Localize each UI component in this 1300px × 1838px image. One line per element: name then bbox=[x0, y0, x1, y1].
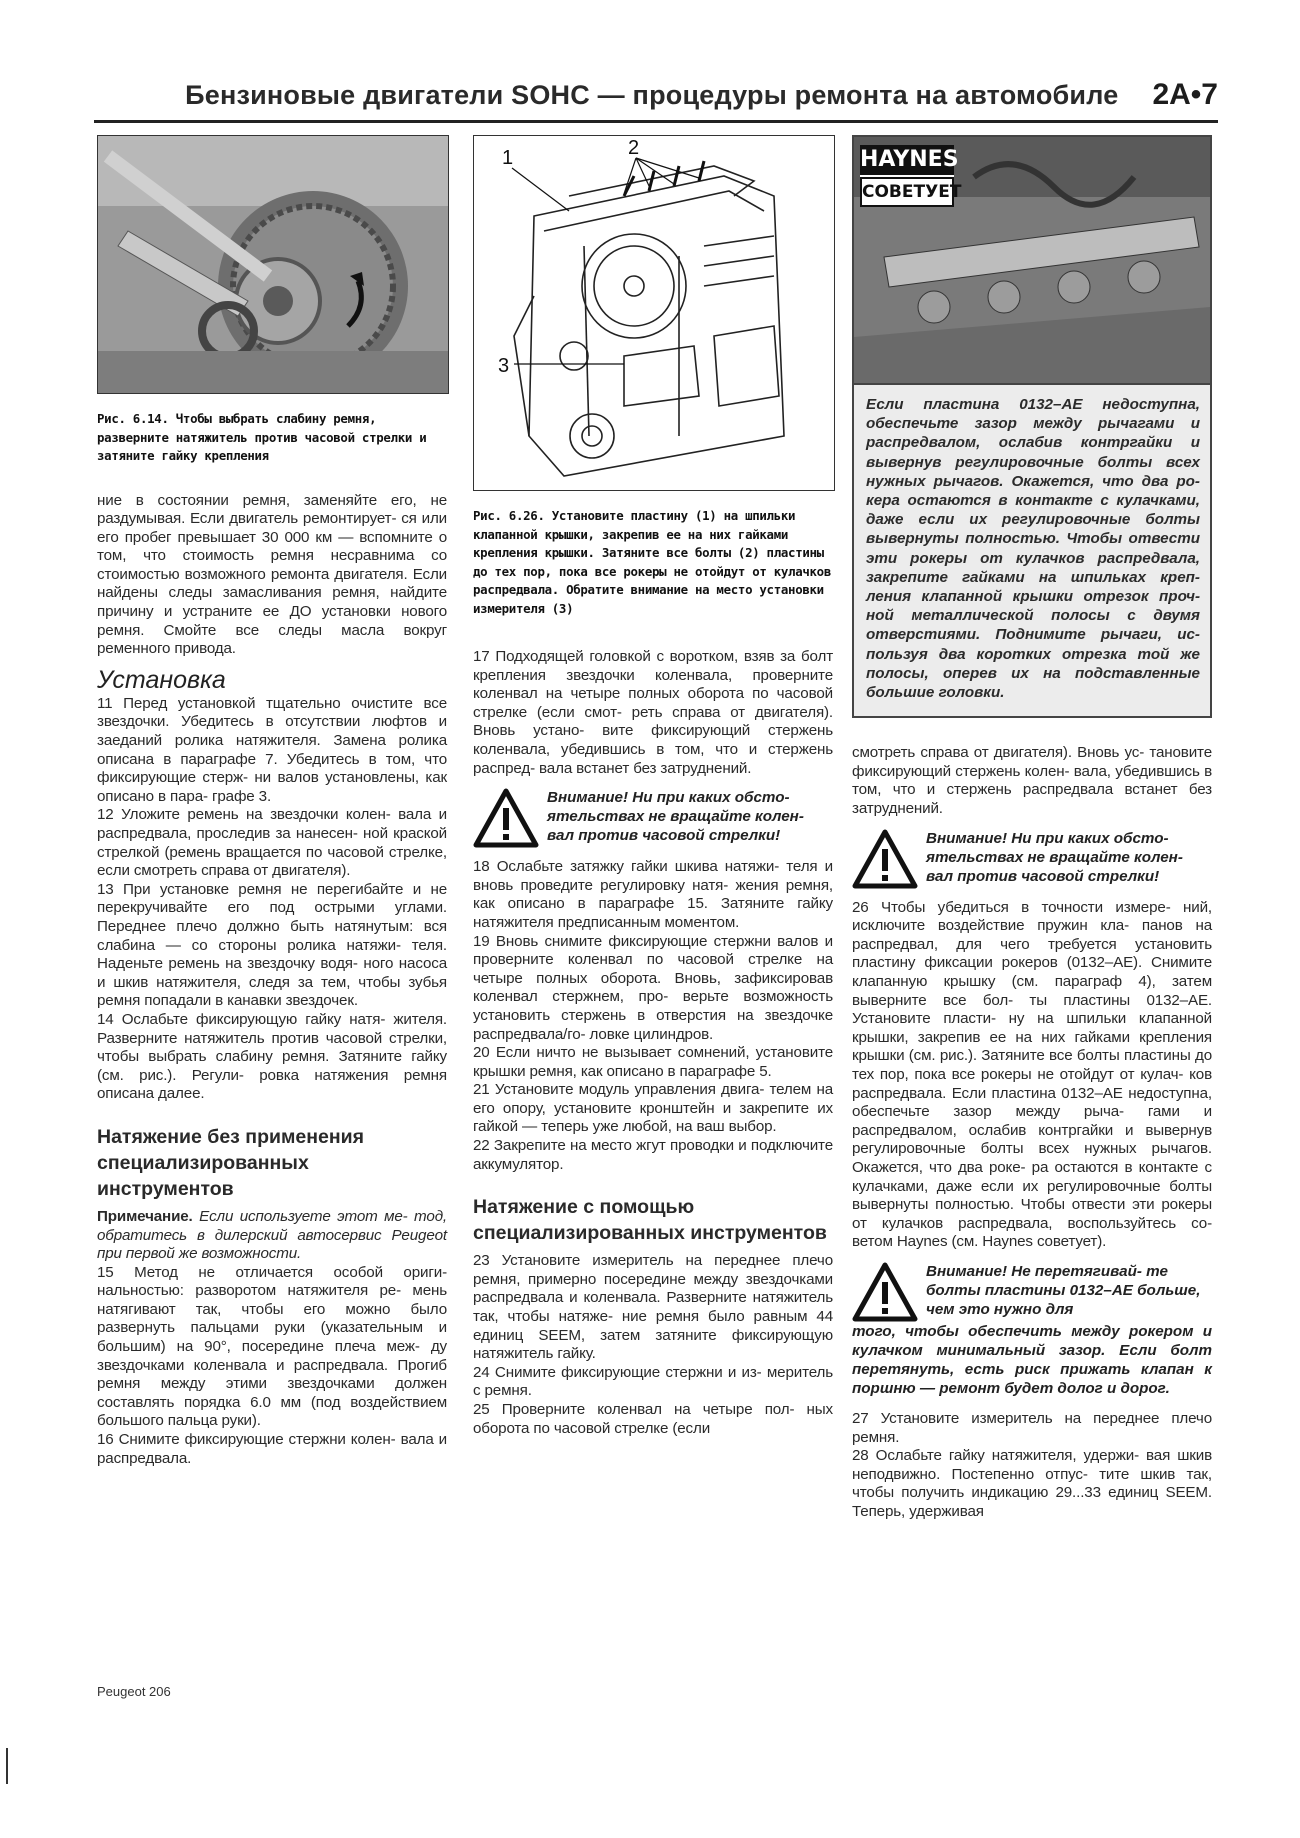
column-2 bbox=[473, 135, 833, 1438]
note-text: Если используете этот ме- тод, обратитесь в дилерский автосервис Peugeot при первой же возможности. bbox=[97, 1207, 448, 1263]
diagram-engine bbox=[473, 135, 835, 491]
paragraph-22: 22 Закрепите на место жгут проводки и подключите аккумулятор. bbox=[473, 1137, 833, 1173]
haynes-badge-title: HAYNES bbox=[860, 145, 954, 177]
haynes-badge bbox=[860, 145, 962, 207]
warning-text-2: Внимание! Ни при каких обсто- ятельствах не вращайте колен- вал против часовой стрелки! bbox=[926, 829, 1183, 885]
paragraph-18: 18 Ослабьте затяжку гайки шкива натяжи- теля и вновь проведите регулировку натя- жения ремня, как описано в параграфе 15. Затяните гайку натяжителя предписанным моментом. bbox=[473, 858, 833, 931]
page-header bbox=[94, 70, 1218, 123]
haynes-badge-subtitle: СОВЕТУЕТ bbox=[860, 177, 954, 207]
paragraph-12: 12 Уложите ремень на звездочки колен- вала и распредвала, проследив за нанесен- ной краской стрелкой (ремень вращается по часовой стрелке, если смотреть справа от двигателя). bbox=[97, 806, 447, 880]
tensioner-photo-illustration bbox=[98, 136, 448, 393]
section-heading-installation: Установка bbox=[97, 665, 226, 694]
warning-box-1 bbox=[473, 788, 833, 848]
note-label: Примечание. bbox=[97, 1207, 193, 1225]
paragraph-26: 26 Чтобы убедиться в точности измере- ний, исключите воздействие пружин кла- панов на распредвал, для чего требуется установить пластину фиксации рокеров (0132–AE). Снимите клапанную крышку (см. параграф 4), затем выверните все бол- ты пластины 0132–AE. Установите пласти- ну на шпильки клапанной крышки, закрепив ее на них гайками крепления крышки (см. рис.). Затяните все болты пластины до тех пор, пока все рокеры не отойдут от кулач- ков распредвала. Если пластина 0132–AE недоступна, обеспечьте зазор между рыча- гами и распредвалом, ослабив контргайки и вывернув регулировочные болты всех нужных рычагов. Окажется, что два роке- ра остаются в контакте с кулачками, даже если их регулировочные болты вывернуты полностью. Чтобы отвести эти рокеры от кулачков распредвала, воспользуйтесь со- ветом Haynes (см. Haynes советует). bbox=[852, 898, 1212, 1251]
paragraph-27: 27 Установите измеритель на переднее плечо ремня. bbox=[852, 1409, 1212, 1446]
paragraph-20: 20 Если ничто не вызывает сомнений, установите крышки ремня, как описано в параграфе 5. bbox=[473, 1044, 833, 1080]
page-number: 2A•7 bbox=[1152, 78, 1218, 111]
warning-text-3-head: Внимание! Не перетягивай- те болты пластины 0132–AE больше, чем это нужно для bbox=[926, 1262, 1201, 1318]
diagram-label-2: 2 bbox=[628, 137, 640, 159]
paragraph-25: 25 Проверните коленвал на четыре пол- ных оборота по часовой стрелке (если bbox=[473, 1401, 833, 1437]
haynes-tip-text: Если пластина 0132–AE недоступна, обеспечьте зазор между рычагами и распредвалом, ослабив контргайки и вывернув регулировочные болты всех нужных рычагов. Окажется, что два ро- кера остаются в контакте с кулачками, даже если их регулировочные болты вывернуты полностью. Чтобы отвести эти рокеры от кулачков распредвала, закрепите гайками на шпильках креп- ления клапанной крышки отрезок проч- ной металлической полосы с двумя отверстиями. Поднимите рычаги, ис- пользуя два коротких отрезка той же полосы, оперев их на подставленные большие головки. bbox=[866, 396, 1200, 702]
page-footer: Peugeot 206 bbox=[97, 1684, 171, 1699]
paragraph-13: 13 При установке ремня не перегибайте и не перекручивайте его под острыми углами. Переднее плечо должно быть натянутым: вся слабина — со стороны ролика натяжи- теля. Наденьте ремень на звездочку водя- ного насоса и шкив натяжителя, следя за тем, чтобы зубья ремня попадали в канавки звездочек. bbox=[97, 880, 447, 1010]
column-1 bbox=[97, 135, 447, 1468]
warning-triangle-icon bbox=[473, 788, 539, 848]
page-edge-mark bbox=[6, 1748, 8, 1784]
paragraph-23: 23 Установите измеритель на переднее плечо ремня, примерно посередине между звездочками распредвала и коленвала. Разверните натяжитель так, чтобы натяже- ние ремня было равным 44 единиц SEEM, затем затяните фиксирующую натяжитель гайку. bbox=[473, 1252, 833, 1363]
paragraph-25-continued: смотреть справа от двигателя). Вновь ус- тановите фиксирующий стержень колен- вала, убедившись в том, что и стержень распредвала встанет без затруднений. bbox=[852, 744, 1212, 818]
page-title: Бензиновые двигатели SOHC — процедуры ремонта на автомобиле bbox=[185, 79, 1119, 110]
subheading-tension-without-tools: Натяжение без применения специализированных инструментов bbox=[97, 1125, 365, 1200]
diagram-label-3: 3 bbox=[498, 355, 510, 377]
paragraph-intro: ние в состоянии ремня, заменяйте его, не раздумывая. Если двигатель ремонтирует- ся или его пробег превышает 30 000 км — вспомните о том, что стоимость ремня несравнима со стоимостью возможного ремонта двигателя. Если найдены следы замасливания ремня, найдите причину и устраните ее ДО установки нового ремня. Смойте все следы масла вокруг ременного привода. bbox=[97, 491, 447, 658]
paragraph-28: 28 Ослабьте гайку натяжителя, удержи- вая шкив неподвижно. Постепенно отпус- тите шкив так, чтобы получить индикацию 29...33 единиц SEEM. Теперь, удерживая bbox=[852, 1447, 1212, 1520]
engine-line-drawing bbox=[474, 136, 834, 490]
warning-text-3-tail: того, чтобы обеспечить между рокером и кулачком минимальный зазор. Если болт перетянуть, есть риск прижать клапан к поршню — ремонт будет долог и дорог. bbox=[852, 1322, 1212, 1397]
photo-tensioner bbox=[97, 135, 449, 394]
warning-triangle-icon bbox=[852, 829, 918, 889]
haynes-tip-box bbox=[852, 135, 1212, 718]
paragraph-24: 24 Снимите фиксирующие стержни и из- меритель с ремня. bbox=[473, 1363, 833, 1400]
warning-triangle-icon bbox=[852, 1262, 918, 1322]
paragraph-16: 16 Снимите фиксирующие стержни колен- вала и распредвала. bbox=[97, 1431, 447, 1467]
figure-caption-6-26: Рис. 6.26. Установите пластину (1) на шпильки клапанной крышки, закрепив ее на них гайками крепления крышки. Затяните все болты (2) пластины до тех пор, пока все рокеры не отойдут от кулачков распредвала. Обратите внимание на место установки измерителя (3) bbox=[473, 508, 831, 616]
paragraph-19: 19 Вновь снимите фиксирующие стержни валов и проверните коленвал по часовой стрелке на четыре полных оборота. Вновь, зафиксировав коленвал стержнем, про- верьте возможность установить стержень в отверстия на звездочке распредвала/го- ловке цилиндров. bbox=[473, 932, 833, 1043]
warning-box-3 bbox=[852, 1262, 1212, 1322]
figure-caption-6-14: Рис. 6.14. Чтобы выбрать слабину ремня, разверните натяжитель против часовой стрелки и затяните гайку крепления bbox=[97, 411, 427, 463]
note bbox=[97, 1208, 447, 1264]
column-3 bbox=[852, 135, 1212, 1521]
paragraph-11: 11 Перед установкой тщательно очистите все звездочки. Убедитесь в отсутствии люфтов и заеданий ролика натяжителя. Замена ролика описана в параграфе 7. Убедитесь в том, что фиксирующие стерж- ни валов установлены, как описано в пара- графе 3. bbox=[97, 694, 447, 805]
diagram-label-1: 1 bbox=[502, 147, 514, 169]
subheading-tension-with-tools: Натяжение с помощью специализированных инструментов bbox=[473, 1196, 827, 1245]
paragraph-21: 21 Установите модуль управления двига- телем на его опору, установите кронштейн и закрепите их гайкой — теперь уже любой, на ваш выбор. bbox=[473, 1081, 833, 1136]
warning-box-2 bbox=[852, 829, 1212, 889]
warning-text-1: Внимание! Ни при каких обсто- ятельствах не вращайте колен- вал против часовой стрелки! bbox=[547, 789, 804, 845]
paragraph-17: 17 Подходящей головкой с воротком, взяв за болт крепления звездочки коленвала, проверните коленвал на четыре полных оборота по часовой стрелке (если смот- реть справа от двигателя). Вновь устано- вите фиксирующий стержень коленвала, убедившись в том, что и стержень распред- вала встанет без затруднений. bbox=[473, 648, 833, 777]
paragraph-14: 14 Ослабьте фиксирующую гайку натя- жителя. Разверните натяжитель против часовой стрелки, чтобы выбрать слабину ремня. Затяните гайку (см. рис.). Регули- ровка натяжения ремня описана далее. bbox=[97, 1010, 447, 1103]
paragraph-15: 15 Метод не отличается особой ориги- нальностью: разворотом натяжителя ре- мень натягивают так, чтобы его можно было развернуть пальцами руки (указательным и большим) на 90°, посередине плеча меж- ду звездочками коленвала и распредвала. Прогиб ремня между этими звездочками должен составлять порядка 6.0 мм (под воздействием большого пальца руки). bbox=[97, 1263, 447, 1430]
